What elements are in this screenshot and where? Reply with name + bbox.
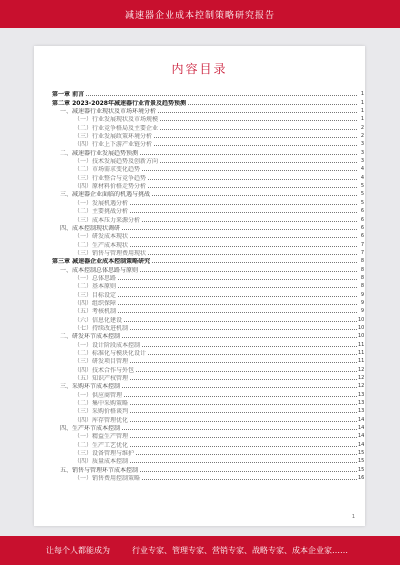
toc-entry-label: （三）设备管理与维护 [74,450,135,458]
toc-entry-page: 14 [358,441,365,448]
dot-leader [140,154,357,155]
toc-entry[interactable] [52,332,364,340]
toc-entry[interactable] [52,148,364,156]
toc-entry-label: 第一章 前言 [52,91,85,99]
toc-entry[interactable] [52,115,364,123]
toc-entry-label: （四）技术合作与外包 [74,366,135,374]
footer-slogan-right: 行业专家、管理专家、营销专家、战略专家、成本企业家…… [132,546,348,555]
toc-entry-page: 9 [360,299,364,306]
dot-leader [148,354,357,355]
toc-entry-label: 二、减速器行业发展趋势预测 [60,149,139,157]
toc-entry-page: 4 [360,174,364,181]
toc-entry-label: （三）采购价格谈判 [74,408,129,416]
toc-entry[interactable] [52,198,364,206]
toc-entry-label: （二）基本原则 [74,283,117,291]
toc-entry-page: 6 [360,224,364,231]
toc-entry[interactable] [52,207,364,215]
toc-entry-page: 9 [360,291,364,298]
toc-entry-page: 13 [358,400,365,407]
toc-entry-page: 5 [360,191,364,198]
dot-leader [152,195,357,196]
toc-entry-page: 1 [360,108,364,115]
toc-entry-label: （一）发展机遇分析 [74,199,129,207]
dot-leader [136,371,357,372]
toc-entry[interactable] [52,357,364,365]
dot-leader [160,162,357,163]
toc-entry-label: 第三章 减速器企业成本控制策略研究 [52,258,151,266]
toc-entry-label: 五、销售与管理环节成本控制 [60,466,139,474]
dot-leader [118,312,357,313]
toc-entry-label: （四）质量成本控制 [74,458,129,466]
toc-entry-label: （一）供应商管理 [74,391,123,399]
toc-entry[interactable] [52,424,364,432]
toc-entry-page: 8 [360,283,364,290]
toc-entry-label: （四）库存管理优化 [74,416,129,424]
dot-leader [148,187,357,188]
toc-entry-page: 16 [358,475,365,482]
toc-entry[interactable] [52,140,364,148]
toc-entry-label: （一）设计阶段成本控制 [74,341,141,349]
dot-leader [188,104,357,105]
page-number: 1 [351,514,355,520]
toc-entry[interactable] [52,265,364,273]
dot-leader [148,254,357,255]
toc-entry[interactable] [52,440,364,448]
dot-leader [130,404,357,405]
toc-entry-label: （三）成本压力来源分析 [74,216,141,224]
dot-leader [158,112,357,113]
dot-leader [118,287,357,288]
toc-entry-page: 2 [360,124,364,131]
toc-entry-label: 三、减速器企业面临的机遇与挑战 [60,191,151,199]
toc-entry[interactable] [52,465,364,473]
toc-entry-label: （一）销售费用控制策略 [74,475,141,483]
dot-leader [130,246,357,247]
toc-entry-page: 7 [360,241,364,248]
dot-leader [130,212,357,213]
dot-leader [160,129,357,130]
dot-leader [152,262,357,263]
dot-leader [130,421,357,422]
toc-entry-page: 12 [358,383,365,390]
toc-entry-label: （五）考核机制 [74,308,117,316]
dot-leader [142,346,357,347]
dot-leader [130,237,357,238]
dot-leader [122,387,357,388]
toc-entry[interactable] [52,249,364,257]
toc-entry[interactable] [52,90,364,98]
toc-entry-label: （四）原材料价格走势分析 [74,183,147,191]
toc-entry[interactable] [52,132,364,140]
toc-entry-page: 1 [360,91,364,98]
dot-leader [130,412,357,413]
toc-entry-page: 10 [358,324,365,331]
dot-leader [130,437,357,438]
toc-entry-page: 9 [360,308,364,315]
toc-entry-page: 6 [360,233,364,240]
toc-entry[interactable] [52,290,364,298]
toc-entry[interactable] [52,382,364,390]
dot-leader [118,296,357,297]
toc-entry[interactable] [52,123,364,131]
toc-entry-label: （二）市场需求变化趋势 [74,166,141,174]
toc-entry[interactable] [52,349,364,357]
toc-entry-label: （三）行业整合与竞争趋势 [74,174,147,182]
toc-entry-page: 5 [360,199,364,206]
toc-entry-page: 15 [358,458,365,465]
footer-slogan-left: 让每个人都能成为 [46,546,110,555]
toc-entry-label: 四、成本控制现状调研 [60,224,121,232]
dot-leader [130,362,357,363]
toc-entry[interactable] [52,307,364,315]
toc-entry[interactable] [52,449,364,457]
toc-entry-page: 12 [358,375,365,382]
toc-entry-label: （三）目标设定 [74,291,117,299]
toc-entry[interactable] [52,315,364,323]
toc-entry-label: （一）行业发展现状及市场规模 [74,116,159,124]
toc-entry[interactable] [52,282,364,290]
toc-entry-page: 11 [358,358,365,365]
toc-entry-page: 6 [360,208,364,215]
top-banner [0,0,400,28]
toc-entry-label: （一）精益生产管理 [74,433,129,441]
toc-entry-label: （二）行业竞争格局及主要企业 [74,124,159,132]
toc-entry-page: 14 [358,433,365,440]
toc-entry[interactable] [52,274,364,282]
toc-entry-page: 10 [358,316,365,323]
dot-leader [86,95,357,96]
toc-entry-page: 13 [358,391,365,398]
toc-entry-page: 14 [358,416,365,423]
toc-entry[interactable] [52,324,364,332]
toc-entry-page: 15 [358,450,365,457]
toc-entry-page: 1 [360,99,364,106]
dot-leader [130,446,357,447]
toc-entry-page: 3 [360,149,364,156]
toc-entry-page: 2 [360,133,364,140]
toc-entry[interactable] [52,407,364,415]
toc-entry-page: 4 [360,166,364,173]
dot-leader [140,271,357,272]
toc-entry[interactable] [52,182,364,190]
dot-leader [124,396,357,397]
toc-entry[interactable] [52,173,364,181]
table-of-contents [52,90,364,482]
toc-entry-label: （一）总体思路 [74,274,117,282]
toc-entry-page: 8 [360,266,364,273]
toc-entry-page: 1 [360,116,364,123]
toc-entry[interactable] [52,98,364,106]
toc-entry[interactable] [52,374,364,382]
toc-entry-label: （四）组织保障 [74,299,117,307]
toc-entry[interactable] [52,190,364,198]
toc-entry[interactable] [52,399,364,407]
toc-entry-label: （一）研发成本现状 [74,233,129,241]
dot-leader [130,462,357,463]
toc-entry-page: 6 [360,216,364,223]
dot-leader [142,170,357,171]
toc-entry-label: 一、减速器行业现状及市场环境分析 [60,108,157,116]
toc-entry[interactable] [52,240,364,248]
dot-leader [160,120,357,121]
toc-entry[interactable] [52,474,364,482]
toc-entry-page: 14 [358,425,365,432]
dot-leader [130,379,357,380]
toc-entry-label: 四、生产环节成本控制 [60,425,121,433]
dot-leader [122,337,357,338]
toc-heading: 内容目录 [171,62,228,76]
toc-entry-label: 一、成本控制总体思路与原则 [60,266,139,274]
toc-entry-label: （二）生产工艺优化 [74,441,129,449]
toc-entry-label: （三）研发项目管理 [74,358,129,366]
dot-leader [154,137,357,138]
toc-entry-page: 12 [358,366,365,373]
document-page [34,46,365,526]
toc-entry-label: （六）信息化建设 [74,316,123,324]
toc-entry-page: 8 [360,274,364,281]
dot-leader [142,479,357,480]
toc-entry-label: （一）技术发展趋势及创新方向 [74,158,159,166]
toc-entry[interactable] [52,165,364,173]
dot-leader [140,471,357,472]
dot-leader [130,204,357,205]
dot-leader [136,454,357,455]
dot-leader [154,145,357,146]
toc-entry-page: 11 [358,341,365,348]
toc-entry-page: 13 [358,408,365,415]
toc-entry-label: （七）持续改进机制 [74,324,129,332]
toc-entry[interactable] [52,432,364,440]
toc-entry-label: （二）集中采购策略 [74,400,129,408]
toc-entry-page: 5 [360,183,364,190]
document-header-title: 减速器企业成本控制策略研究报告 [124,11,275,21]
dot-leader [122,229,357,230]
toc-entry[interactable] [52,107,364,115]
dot-leader [124,321,357,322]
toc-entry-page: 15 [358,466,365,473]
toc-entry-label: （四）行业上下游产业链分析 [74,141,153,149]
toc-entry[interactable] [52,299,364,307]
toc-entry-label: （二）标准化与模块化设计 [74,350,147,357]
toc-entry-label: （三）行业发展政策环境分析 [74,133,153,141]
toc-entry[interactable] [52,390,364,398]
toc-entry-label: （二）生产成本现状 [74,241,129,249]
toc-entry[interactable] [52,415,364,423]
toc-entry-page: 3 [360,158,364,165]
toc-entry-label: （五）知识产权管理 [74,375,129,383]
toc-entry[interactable] [52,215,364,223]
dot-leader [130,329,357,330]
toc-entry[interactable] [52,457,364,465]
toc-entry-page: 11 [358,350,365,356]
toc-entry[interactable] [52,157,364,165]
dot-leader [148,179,357,180]
toc-entry-page: 7 [360,249,364,256]
dot-leader [142,221,357,222]
toc-entry[interactable] [52,224,364,232]
bottom-banner [0,536,400,565]
toc-entry[interactable] [52,232,364,240]
dot-leader [122,429,357,430]
toc-entry-page: 3 [360,141,364,148]
toc-entry[interactable] [52,257,364,265]
toc-entry-label: （二）主要挑战分析 [74,208,129,216]
dot-leader [118,304,357,305]
toc-entry-page: 8 [360,258,364,265]
toc-entry[interactable] [52,340,364,348]
toc-entry-label: 二、研发环节成本控制 [60,333,121,341]
toc-entry[interactable] [52,365,364,373]
toc-entry-label: 三、采购环节成本控制 [60,383,121,391]
dot-leader [118,279,357,280]
toc-entry-label: 第二章 2023-2028年减速器行业背景及趋势预测 [52,99,186,107]
toc-entry-label: （三）销售与管理费用现状 [74,249,147,257]
toc-entry-page: 10 [358,333,365,340]
